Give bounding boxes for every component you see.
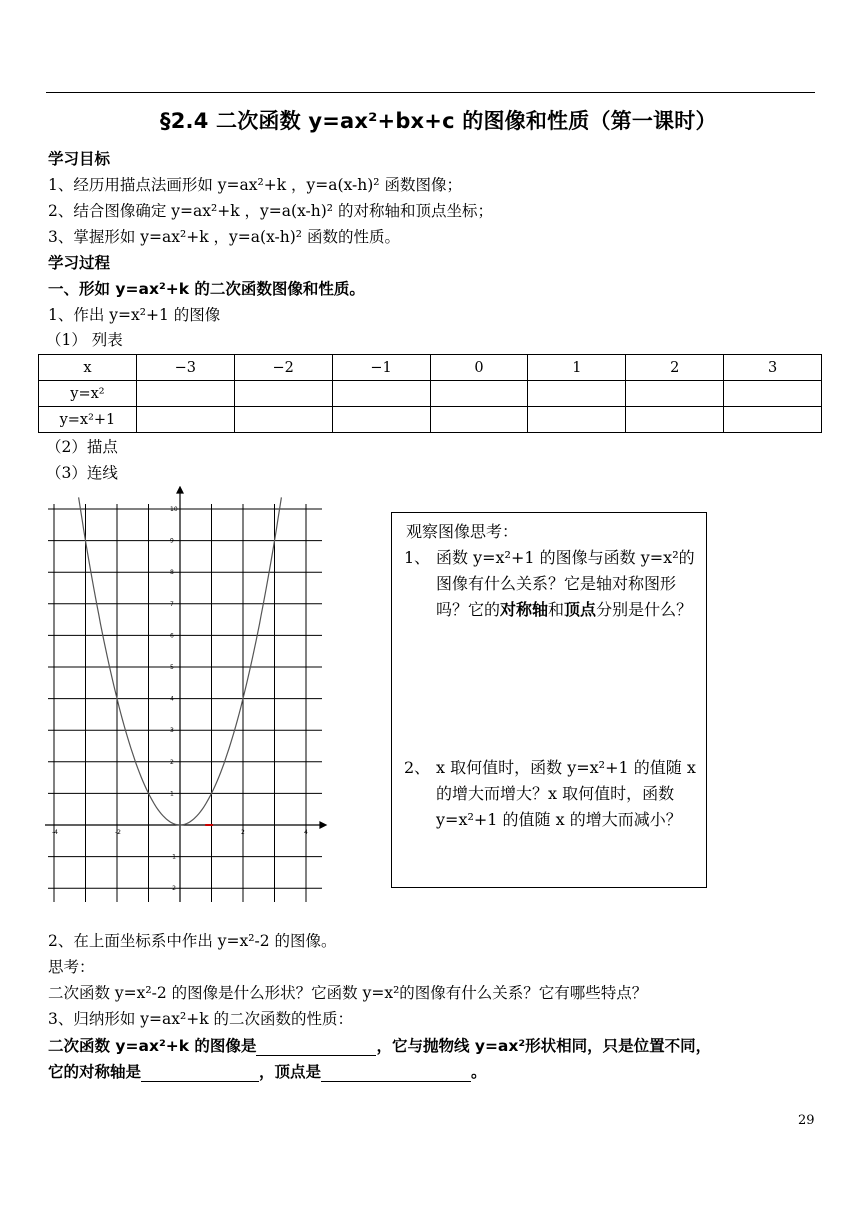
summary-line-1 bbox=[48, 1036, 711, 1056]
table-row bbox=[39, 407, 822, 433]
table-row bbox=[39, 381, 822, 407]
answer-blank-axis[interactable] bbox=[141, 1063, 259, 1082]
summary-text: 它的对称轴是 bbox=[48, 1063, 142, 1081]
sub-step-plot: （2）描点 bbox=[46, 438, 118, 456]
table-cell[interactable] bbox=[136, 381, 234, 407]
table-cell[interactable] bbox=[136, 407, 234, 433]
x-tick-label: 4 bbox=[304, 829, 308, 836]
y-tick-label: 9 bbox=[170, 537, 174, 545]
think-box-title: 观察图像思考： bbox=[406, 522, 519, 541]
table-cell[interactable] bbox=[626, 381, 724, 407]
table-cell[interactable] bbox=[430, 407, 528, 433]
row-label: y=x²+1 bbox=[39, 407, 137, 433]
sub-step-list: （1） 列表 bbox=[46, 331, 123, 349]
table-cell[interactable] bbox=[528, 381, 626, 407]
y-tick-label: 7 bbox=[170, 600, 174, 608]
y-tick-label: 8 bbox=[170, 569, 174, 577]
coordinate-graph bbox=[40, 486, 330, 904]
y-tick-label: 1 bbox=[170, 790, 174, 798]
step-2: 2、在上面坐标系中作出 y=x²-2 的图像。 bbox=[48, 932, 337, 950]
think-box bbox=[391, 512, 707, 888]
x-tick-label: -4 bbox=[52, 829, 58, 836]
y-tick-label: 6 bbox=[170, 632, 174, 640]
y-tick-label: 4 bbox=[170, 695, 174, 703]
question-1-number: 1、 bbox=[404, 548, 431, 567]
question-2-text: x 取何值时，函数 y=x²+1 的值随 x 的增大而增大？x 取何值时，函数 y=x²+1 的值随 x 的增大而减小？ bbox=[436, 758, 696, 829]
summary-line-2 bbox=[48, 1062, 487, 1082]
page-title: §2.4 二次函数 y=ax²+bx+c 的图像和性质（第一课时） bbox=[160, 109, 717, 133]
row-label: y=x² bbox=[39, 381, 137, 407]
process-heading: 学习过程 bbox=[48, 254, 111, 272]
question-1 bbox=[404, 545, 700, 623]
y-tick-label: 3 bbox=[170, 727, 174, 735]
question-1-end: 分别是什么？ bbox=[596, 600, 693, 619]
think-label: 思考： bbox=[48, 958, 95, 976]
table-cell[interactable] bbox=[332, 407, 430, 433]
table-row bbox=[39, 355, 822, 381]
table-cell[interactable] bbox=[234, 407, 332, 433]
question-2 bbox=[404, 755, 700, 833]
table-cell: −3 bbox=[136, 355, 234, 381]
table-cell[interactable] bbox=[234, 381, 332, 407]
keyword-vertex: 顶点 bbox=[564, 600, 597, 619]
y-tick-label: 5 bbox=[170, 664, 174, 671]
answer-blank-shape[interactable] bbox=[256, 1037, 376, 1056]
y-tick-label: 2 bbox=[170, 758, 174, 766]
keyword-axis: 对称轴 bbox=[500, 600, 549, 619]
table-cell[interactable] bbox=[724, 407, 822, 433]
table-cell: 0 bbox=[430, 355, 528, 381]
summary-text: ，它与抛物线 y=ax²形状相同，只是位置不同， bbox=[376, 1037, 712, 1055]
question-2-number: 2、 bbox=[404, 758, 431, 777]
page-number: 29 bbox=[798, 1113, 815, 1128]
answer-blank-vertex[interactable] bbox=[321, 1063, 471, 1082]
goal-item-3: 3、掌握形如 y=ax²+k ，y=a(x-h)² 函数的性质。 bbox=[48, 228, 400, 246]
goals-heading: 学习目标 bbox=[48, 150, 111, 168]
question-1-and: 和 bbox=[548, 600, 565, 619]
table-cell[interactable] bbox=[332, 381, 430, 407]
section-1-heading: 一、形如 y=ax²+k 的二次函数图像和性质。 bbox=[48, 280, 365, 298]
y-axis-arrow bbox=[177, 487, 183, 493]
table-cell: 1 bbox=[528, 355, 626, 381]
x-tick-label: 2 bbox=[241, 829, 245, 836]
table-cell: x bbox=[39, 355, 137, 381]
goal-item-2: 2、结合图像确定 y=ax²+k ，y=a(x-h)² 的对称轴和顶点坐标； bbox=[48, 202, 493, 220]
step-1: 1、作出 y=x²+1 的图像 bbox=[48, 306, 221, 324]
table-cell[interactable] bbox=[724, 381, 822, 407]
x-tick-label: -2 bbox=[115, 829, 121, 836]
x-axis-arrow bbox=[320, 822, 326, 828]
table-cell[interactable] bbox=[626, 407, 724, 433]
table-cell[interactable] bbox=[528, 407, 626, 433]
y-tick-label: -1 bbox=[170, 853, 176, 861]
table-cell: −1 bbox=[332, 355, 430, 381]
top-rule bbox=[46, 92, 815, 93]
step-3: 3、归纳形如 y=ax²+k 的二次函数的性质： bbox=[48, 1010, 354, 1028]
summary-text: 。 bbox=[471, 1063, 487, 1081]
table-cell: 3 bbox=[724, 355, 822, 381]
summary-text: 二次函数 y=ax²+k 的图像是 bbox=[48, 1037, 257, 1055]
value-table bbox=[38, 354, 822, 433]
table-cell: −2 bbox=[234, 355, 332, 381]
think-question: 二次函数 y=x²-2 的图像是什么形状？它函数 y=x²的图像有什么关系？它有哪些特点？ bbox=[48, 984, 648, 1002]
y-tick-label: 10 bbox=[170, 506, 178, 513]
goal-item-1: 1、经历用描点法画形如 y=ax²+k ，y=a(x-h)² 函数图像； bbox=[48, 176, 462, 194]
y-tick-label: -2 bbox=[170, 885, 176, 893]
summary-text: ，顶点是 bbox=[259, 1063, 322, 1081]
table-cell[interactable] bbox=[430, 381, 528, 407]
table-cell: 2 bbox=[626, 355, 724, 381]
question-1-text: 函数 y=x²+1 的图像与函数 y=x²的图像有什么关系？它是轴对称图形吗？它的 bbox=[436, 548, 695, 619]
sub-step-connect: （3）连线 bbox=[46, 464, 118, 482]
